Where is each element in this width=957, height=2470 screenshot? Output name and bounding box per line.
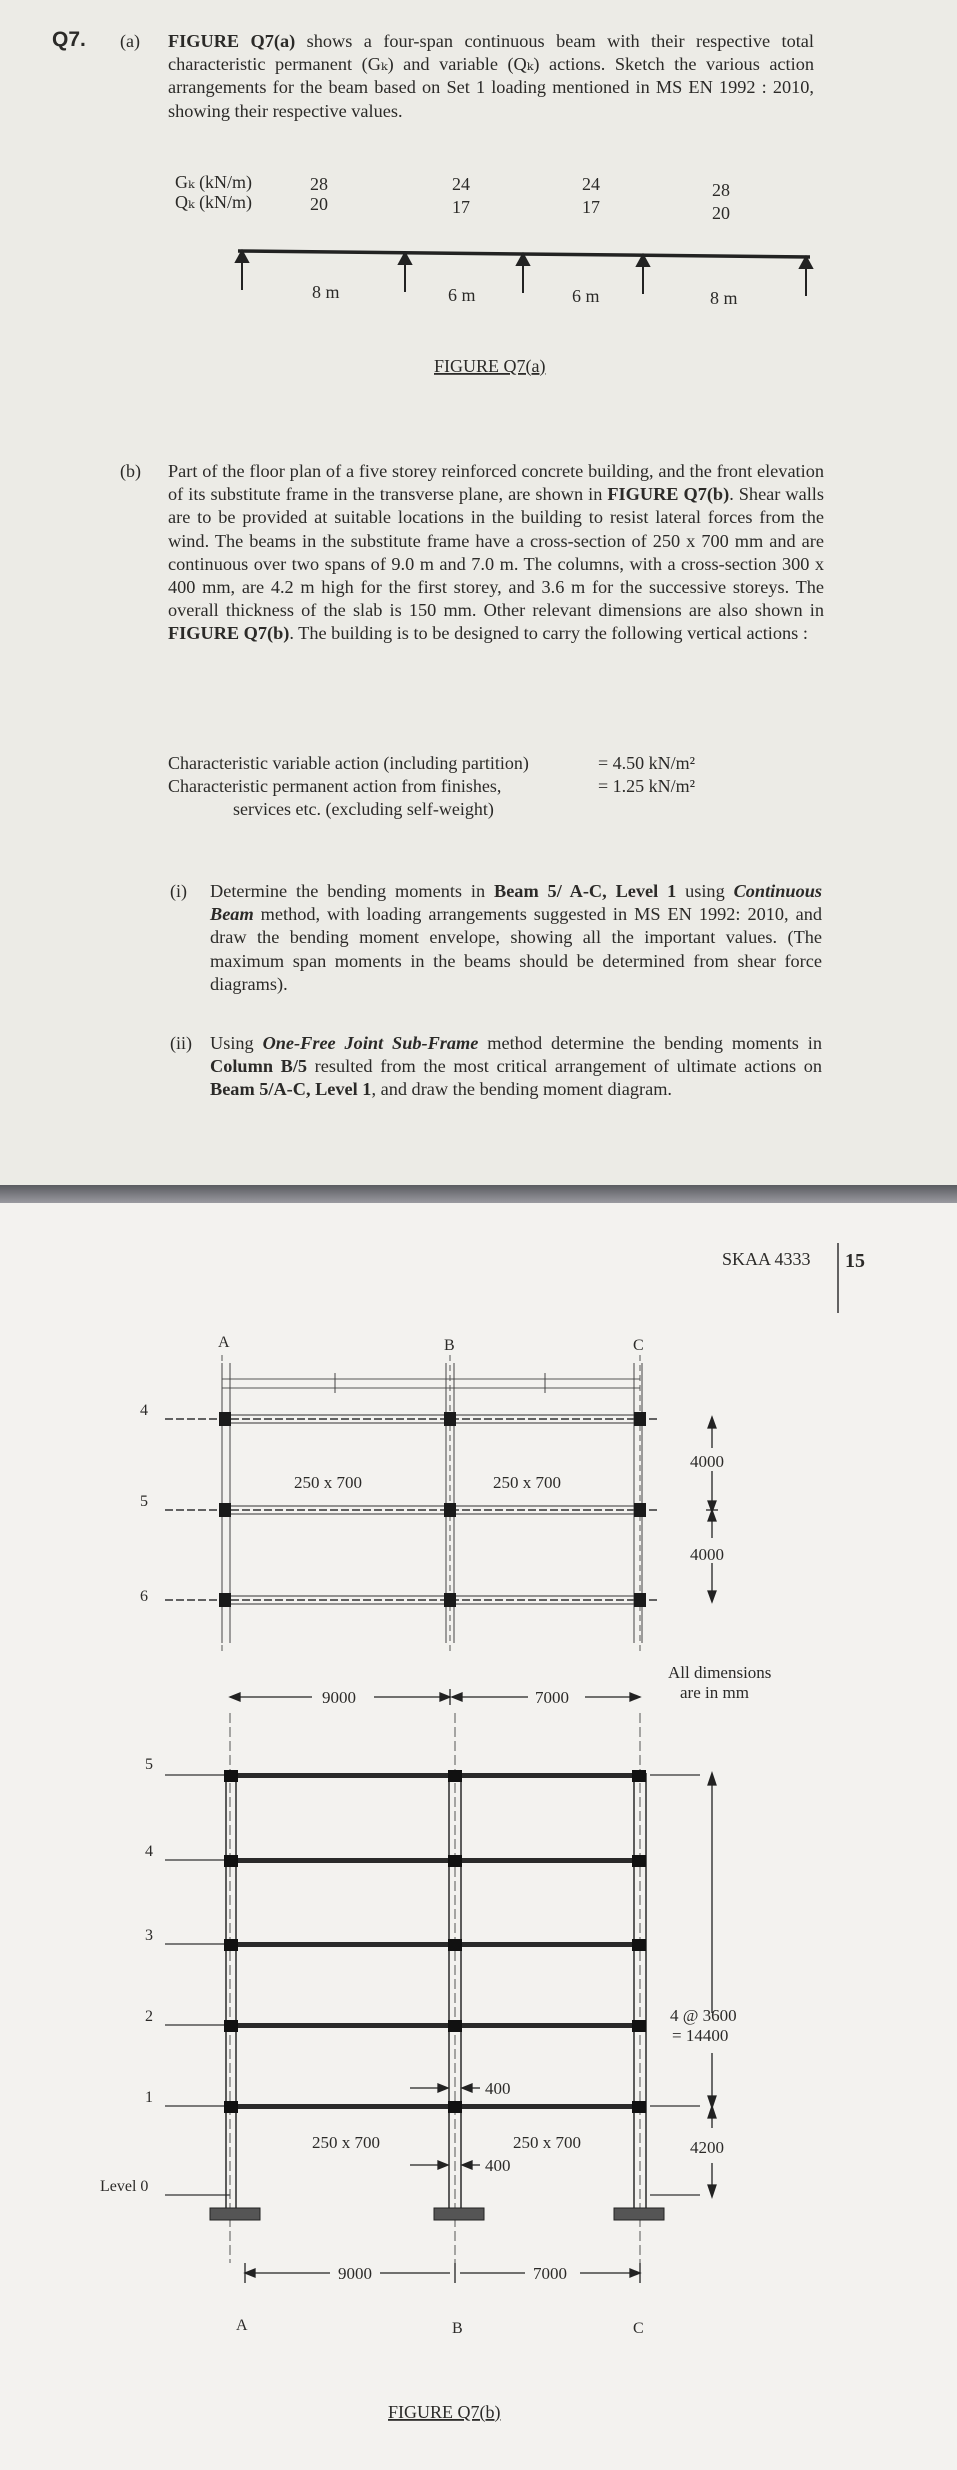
sub-ii-t1: Using xyxy=(210,1033,263,1053)
exam-page-bottom xyxy=(0,1203,957,2470)
figure-ref: FIGURE Q7(b) xyxy=(168,623,290,644)
level-label: 1 xyxy=(145,2089,153,2106)
dim-horizontal: 9000 xyxy=(338,2264,372,2283)
front-elevation xyxy=(100,1713,737,2337)
gk-value: 24 xyxy=(582,174,600,194)
part-b-text-1: Part of the floor plan of a five storey reinforced concrete building, and the front elevation of its substitute frame in the transverse plane, are shown in xyxy=(168,461,824,505)
method-ref: Continuous Beam xyxy=(210,881,822,925)
beam-figure-a xyxy=(0,0,957,400)
action-2-label: Characteristic permanent action from finishes, xyxy=(168,776,502,796)
sub-ii-label: (ii) xyxy=(170,1033,192,1053)
sub-i-text xyxy=(210,880,822,996)
action-1-value: = 4.50 kN/m² xyxy=(598,753,696,773)
grid-number: 6 xyxy=(140,1588,148,1605)
dim-vertical: 4000 xyxy=(690,1452,724,1471)
storey-dim: = 14400 xyxy=(672,2026,729,2045)
grid-number: 5 xyxy=(140,1493,148,1510)
method-ref: One-Free Joint Sub-Frame xyxy=(262,1033,479,1053)
column-width: 400 xyxy=(485,2156,511,2175)
dim-horizontal: 9000 xyxy=(322,1688,356,1707)
grid-letter: C xyxy=(633,2320,644,2337)
beam-label: 250 x 700 xyxy=(312,2133,380,2152)
grid-letter: B xyxy=(452,2320,463,2337)
storey-dim: 4 @ 3600 xyxy=(670,2006,737,2025)
figure-b-drawing xyxy=(0,1203,957,2470)
page-number: 15 xyxy=(845,1250,865,1272)
beam-ref: Beam 5/ A-C, Level 1 xyxy=(494,881,677,901)
units-note: All dimensions xyxy=(668,1663,772,1682)
action-1-label: Characteristic variable action (including partition) xyxy=(168,753,529,773)
grid-number: 4 xyxy=(140,1402,148,1419)
span-length: 6 m xyxy=(448,285,476,305)
grid-letter: C xyxy=(633,1337,644,1354)
grid-letter: A xyxy=(218,1334,230,1351)
beam-label: 250 x 700 xyxy=(294,1473,362,1492)
column-ref: Column B/5 xyxy=(210,1056,308,1077)
sub-i-t3: method, with loading arrangements suggested in MS EN 1992: 2010, and draw the bending moment envelope, showing all the important values. (The maximum span moments in the beams should be determined from shear force diagrams). xyxy=(210,904,822,994)
qk-value: 20 xyxy=(310,194,328,214)
dim-horizontal: 7000 xyxy=(533,2264,567,2283)
grid-letter: A xyxy=(236,2317,248,2334)
part-a-body: shows a four-span continuous beam with their respective total characteristic permanent (Gₖ) and variable (Qₖ) actions. Sketch the various action arrangements for the beam based on Set 1 loading mentioned in MS EN 1992 : 2010, showing their respective values. xyxy=(168,31,814,121)
beam-ref: Beam 5/A-C, Level 1 xyxy=(210,1079,372,1100)
level-label: Level 0 xyxy=(100,2178,149,2195)
floor-plan xyxy=(140,1334,771,1707)
column-width: 400 xyxy=(485,2079,511,2098)
part-b-label: (b) xyxy=(120,461,141,481)
sub-ii-t2: method determine the bending moments in xyxy=(478,1033,823,1053)
figure-b-caption: FIGURE Q7(b) xyxy=(388,2402,501,2422)
level-label: 5 xyxy=(145,1756,153,1773)
level-label: 3 xyxy=(145,1927,153,1944)
gk-value: 28 xyxy=(712,180,730,200)
gk-label: Gₖ (kN/m) xyxy=(175,172,253,192)
level-label: 2 xyxy=(145,2008,153,2025)
action-2-value: = 1.25 kN/m² xyxy=(598,776,696,796)
sub-ii-text xyxy=(210,1032,822,1102)
exam-page-top xyxy=(0,0,957,1185)
beam-label: 250 x 700 xyxy=(513,2133,581,2152)
course-code: SKAA 4333 xyxy=(722,1249,811,1269)
figure-ref: FIGURE Q7(a) xyxy=(168,31,296,51)
sub-ii-t3: resulted from the most critical arrangement of ultimate actions on xyxy=(307,1056,823,1077)
beam-label: 250 x 700 xyxy=(493,1473,561,1492)
span-length: 8 m xyxy=(312,282,340,302)
part-b-text-3: . The building is to be designed to carry the following vertical actions : xyxy=(289,623,808,644)
part-b-text xyxy=(168,460,824,646)
dim-vertical: 4000 xyxy=(690,1545,724,1564)
figure-ref: FIGURE Q7(b) xyxy=(607,484,730,505)
action-2-cont: services etc. (excluding self-weight) xyxy=(233,799,494,819)
ground-storey-dim: 4200 xyxy=(690,2138,724,2157)
sub-i-t2: using xyxy=(676,881,734,901)
span-length: 8 m xyxy=(710,288,738,308)
figure-a-caption: FIGURE Q7(a) xyxy=(434,356,546,376)
question-number: Q7. xyxy=(52,28,86,51)
qk-value: 20 xyxy=(712,203,730,223)
page-separator xyxy=(0,1185,957,1203)
span-length: 6 m xyxy=(572,286,600,306)
qk-value: 17 xyxy=(452,197,470,217)
dim-horizontal: 7000 xyxy=(535,1688,569,1707)
sub-i-label: (i) xyxy=(170,881,187,901)
sub-ii-t4: , and draw the bending moment diagram. xyxy=(371,1079,672,1100)
qk-label: Qₖ (kN/m) xyxy=(175,192,253,212)
part-b-text-2: . Shear walls are to be provided at suitable locations in the building to resist lateral forces from the wind. The beams in the substitute frame have a cross-section of 250 x 700 mm and are continuous over two spans of 9.0 m and 7.0 m. The columns, with a cross-section 300 x 400 mm, are 4.2 m high for the first storey, and 3.6 m for the successive storeys. The overall thickness of the slab is 150 mm. Other relevant dimensions are also shown in xyxy=(168,484,824,621)
gk-value: 28 xyxy=(310,174,328,194)
sub-i-t1: Determine the bending moments in xyxy=(210,881,494,901)
level-label: 4 xyxy=(145,1843,153,1860)
grid-letter: B xyxy=(444,1337,455,1354)
qk-value: 17 xyxy=(582,197,600,217)
part-a-label: (a) xyxy=(120,31,140,51)
units-note: are in mm xyxy=(680,1683,749,1702)
gk-value: 24 xyxy=(452,174,470,194)
